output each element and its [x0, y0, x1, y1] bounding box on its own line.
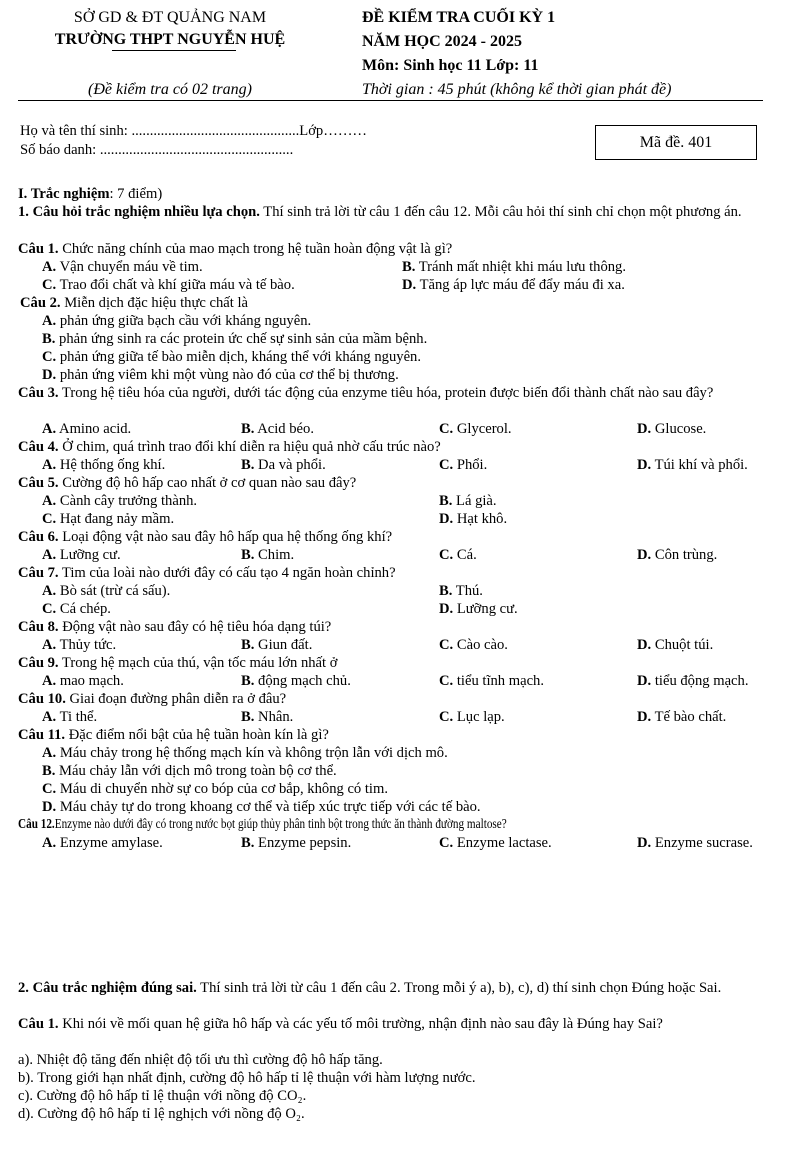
q3-option-a: A. Amino acid.	[42, 421, 132, 437]
section1-label: I. Trắc nghiệm	[18, 186, 110, 202]
question-number: Câu 11.	[18, 727, 66, 743]
header-divider	[18, 100, 763, 101]
tf-item-b: b). Trong giới hạn nhất định, cường độ hô hấp tỉ lệ thuận với hàm lượng nước.	[18, 1070, 476, 1086]
school-name: TRƯỜNG THPT NGUYỄN HUỆ	[54, 31, 286, 48]
q10-option-a: A. Ti thể.	[42, 709, 98, 725]
question-number: Câu 1.	[18, 1016, 59, 1032]
q6-option-d: D. Côn trùng.	[637, 547, 718, 563]
question-text: Chức năng chính của mao mạch trong hệ tuần hoàn động vật là gì?	[58, 241, 453, 257]
part1-text: Thí sinh trả lời từ câu 1 đến câu 12. Mỗi câu hỏi thí sinh chỉ chọn một phương án.	[259, 204, 742, 220]
q4-option-c: C. Phổi.	[439, 457, 488, 473]
part1-instructions	[18, 203, 790, 221]
question-number: Câu 7.	[18, 565, 59, 581]
q12-option-d: D. Enzyme sucrase.	[637, 835, 753, 851]
q10-option-b: B. Nhân.	[241, 709, 294, 725]
tf-item-a: a). Nhiệt độ tăng đến nhiệt độ tối ưu thì cường độ hô hấp tăng.	[18, 1052, 383, 1068]
question-1	[18, 240, 790, 258]
question-number: Câu 9.	[18, 655, 59, 671]
question-6	[18, 528, 790, 546]
q1-option-d: D. Tăng áp lực máu để đẩy máu đi xa.	[402, 277, 625, 293]
question-7	[18, 564, 790, 582]
q8-option-d: D. Chuột túi.	[637, 637, 714, 653]
question-4	[18, 438, 790, 456]
q7-option-b: B. Thú.	[439, 583, 483, 599]
question-number: Câu 10.	[18, 691, 66, 707]
subject-grade: Môn: Sinh học 11 Lớp: 11	[362, 57, 539, 74]
q9-option-d: D. tiểu động mạch.	[637, 673, 749, 689]
question-11	[18, 726, 790, 744]
q6-option-b: B. Chim.	[241, 547, 295, 563]
question-number: Câu 5.	[18, 475, 59, 491]
question-text: Cường độ hô hấp cao nhất ở cơ quan nào sau đây?	[58, 475, 357, 491]
section1-title	[18, 185, 790, 203]
question-2	[20, 294, 792, 312]
tf-item-c: c). Cường độ hô hấp tỉ lệ thuận với nồng độ CO₂.	[18, 1088, 307, 1104]
question-number: Câu 4.	[18, 439, 59, 455]
part1-label: 1. Câu hỏi trắc nghiệm nhiều lựa chọn.	[18, 204, 260, 220]
q6-option-a: A. Lưỡng cư.	[42, 547, 121, 563]
question-text: Trong hệ mạch của thú, vận tốc máu lớn nhất ở	[58, 655, 338, 671]
q8-option-a: A. Thủy tức.	[42, 637, 117, 653]
q9-option-b: B. động mạch chủ.	[241, 673, 351, 689]
question-9	[18, 654, 790, 672]
q8-option-c: C. Cào cào.	[439, 637, 508, 653]
time-note: Thời gian : 45 phút (không kể thời gian phát đề)	[362, 81, 672, 98]
question-number: Câu 8.	[18, 619, 59, 635]
q4-option-a: A. Hệ thống ống khí.	[42, 457, 166, 473]
q12-option-b: B. Enzyme pepsin.	[241, 835, 352, 851]
q10-option-d: D. Tế bào chất.	[637, 709, 727, 725]
page-count-note: (Đề kiểm tra có 02 trang)	[88, 81, 252, 98]
q4-option-d: D. Túi khí và phổi.	[637, 457, 748, 473]
dept-name: SỞ GD & ĐT QUẢNG NAM	[73, 9, 267, 26]
q9-option-c: C. tiểu tĩnh mạch.	[439, 673, 544, 689]
q7-option-d: D. Lưỡng cư.	[439, 601, 518, 617]
part2-label: 2. Câu trắc nghiệm đúng sai.	[18, 980, 197, 996]
q3-option-d: D. Glucose.	[637, 421, 707, 437]
q6-option-c: C. Cá.	[439, 547, 477, 563]
question-number: Câu 12.	[18, 817, 55, 832]
exam-code-box	[595, 125, 757, 160]
q3-option-b: B. Acid béo.	[241, 421, 314, 437]
question-text: Khi nói về mối quan hệ giữa hô hấp và các yếu tố môi trường, nhận định nào sau đây là Đúng hay Sai?	[58, 1016, 663, 1032]
question-text: Đặc điểm nổi bật của hệ tuần hoàn kín là gì?	[65, 727, 329, 743]
q3-option-c: C. Glycerol.	[439, 421, 512, 437]
q7-option-a: A. Bò sát (trừ cá sấu).	[42, 583, 171, 599]
question-number: Câu 3.	[18, 385, 59, 401]
q1-option-c: C. Trao đổi chất và khí giữa máu và tế bào.	[42, 277, 295, 293]
q5-option-d: D. Hạt khô.	[439, 511, 508, 527]
part2-text: Thí sinh trả lời từ câu 1 đến câu 2. Trong mỗi ý a), b), c), d) thí sinh chọn Đúng hoặc Sai.	[196, 980, 722, 996]
question-text: Giai đoạn đường phân diễn ra ở đâu?	[65, 691, 287, 707]
question-text: Động vật nào sau đây có hệ tiêu hóa dạng túi?	[58, 619, 332, 635]
q5-option-c: C. Hạt đang nảy mầm.	[42, 511, 175, 527]
question-number: Câu 1.	[18, 241, 59, 257]
q9-option-a: A. mao mạch.	[42, 673, 124, 689]
question-8	[18, 618, 790, 636]
question-text: Enzyme nào dưới đây có trong nước bọt giúp thủy phân tinh bột trong thức ăn thành đường maltose?	[54, 817, 507, 832]
part2-instructions	[18, 979, 790, 997]
school-underline	[112, 50, 236, 51]
question-10	[18, 690, 790, 708]
exam-code: Mã đề. 401	[639, 134, 713, 151]
q7-option-c: C. Cá chép.	[42, 601, 111, 617]
question-5	[18, 474, 790, 492]
section1-score: : 7 điểm)	[109, 186, 163, 202]
candidate-name-line: Họ và tên thí sinh: ..............................................Lớp………	[20, 123, 368, 139]
question-text: Tim của loài nào dưới đây có cấu tạo 4 ngăn hoàn chỉnh?	[58, 565, 396, 581]
question-number: Câu 2.	[20, 295, 61, 311]
school-year: NĂM HỌC 2024 - 2025	[362, 33, 522, 50]
tf-item-d: d). Cường độ hô hấp tỉ lệ nghịch với nồng độ O₂.	[18, 1106, 305, 1122]
exam-title: ĐỀ KIỂM TRA CUỐI KỲ 1	[362, 9, 556, 26]
question-text: Trong hệ tiêu hóa của người, dưới tác động của enzyme tiêu hóa, protein được biến đổi thành chất nào sau đây?	[58, 385, 714, 401]
tf-question-1	[18, 1015, 790, 1033]
q1-option-b: B. Tránh mất nhiệt khi máu lưu thông.	[402, 259, 626, 275]
q4-option-b: B. Da và phổi.	[241, 457, 326, 473]
question-text: Miễn dịch đặc hiệu thực chất là	[60, 295, 248, 311]
question-3	[18, 384, 790, 402]
question-number: Câu 6.	[18, 529, 59, 545]
q5-option-a: A. Cành cây trưởng thành.	[42, 493, 198, 509]
q12-option-c: C. Enzyme lactase.	[439, 835, 552, 851]
question-text: Ở chim, quá trình trao đổi khí diễn ra hiệu quả nhờ cấu trúc nào?	[58, 439, 441, 455]
q1-option-a: A. Vận chuyển máu về tim.	[42, 259, 203, 275]
q12-option-a: A. Enzyme amylase.	[42, 835, 163, 851]
q10-option-c: C. Lục lạp.	[439, 709, 505, 725]
q5-option-b: B. Lá già.	[439, 493, 497, 509]
candidate-id-line: Số báo danh: .....................................................	[20, 142, 294, 158]
question-text: Loại động vật nào sau đây hô hấp qua hệ thống ống khí?	[58, 529, 393, 545]
q8-option-b: B. Giun đất.	[241, 637, 313, 653]
